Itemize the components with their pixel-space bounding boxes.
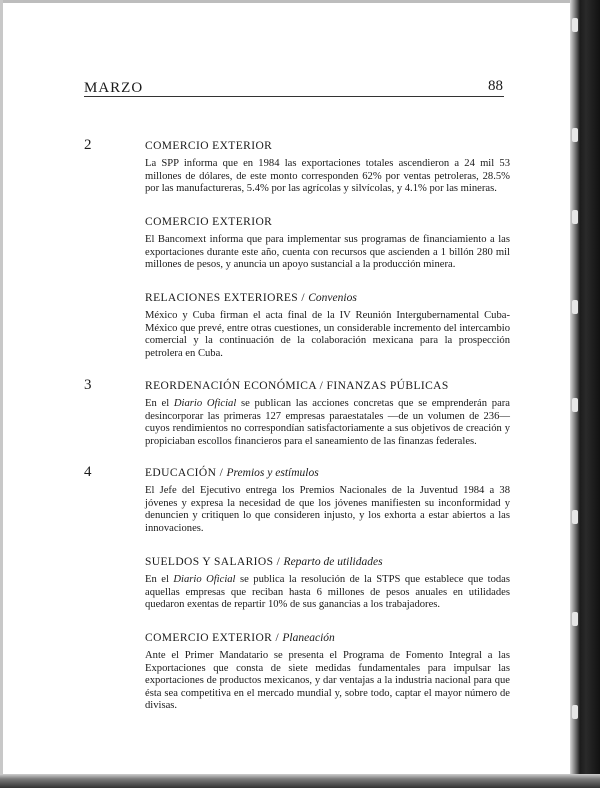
chronology-entry — [145, 216, 510, 272]
scan-edge-left — [0, 0, 3, 788]
entry-text: En el Diario Oficial se publica la resolución de la STPS que establece que todas aquellas empresas que reciban hasta 6 millones de pesos anuales en utilidades quedaron exentas de repartir 10% de sus ganancias a los trabajadores. — [145, 574, 510, 611]
entry-subtitle: Convenios — [308, 292, 357, 304]
scan-mark — [572, 510, 578, 524]
scan-mark — [572, 18, 578, 32]
entry-text: La SPP informa que en 1984 las exportaciones totales ascendieron a 24 mil 53 millones de dólares, de este monto corresponden 62% por ventas petroleras, 28.5% por las manufactureras, 5.4% por las agrícolas y silvícolas, y 4.1% por las mineras. — [145, 158, 510, 195]
entry-text: En el Diario Oficial se publican las acciones concretas que se emprenderán para desincorporar las primeras 127 empresas paraestatales —de un volumen de 236— cuyos rendimientos no correspondían satisfactoriamente a sus objetivos de creación y propiciaban escollos financieros para el saneamiento de las finanzas federales. — [145, 398, 510, 447]
entry-text: México y Cuba firman el acta final de la IV Reunión Intergubernamental Cuba-México que prevé, entre otras cuestiones, un considerable incremento del intercambio comercial y la continuación de la colaboración mexicana para la prospección petrolera en Cuba. — [145, 310, 510, 359]
entry-title: EDUCACIÓN / Premios y estímulos — [145, 467, 319, 479]
scan-edge-right — [570, 0, 600, 788]
entry-text: El Bancomext informa que para implementar sus programas de financiamiento a las exportaciones durante este año, cuenta con recursos que ascienden a 1 billón 280 mil millones de pesos, y anuncia un apoyo sustancial a la producción minera. — [145, 234, 510, 271]
scan-mark — [572, 300, 578, 314]
day-number: 4 — [84, 464, 92, 480]
scan-mark — [572, 398, 578, 412]
scan-mark — [572, 210, 578, 224]
scan-edge-top — [0, 0, 600, 3]
entry-subtitle: Planeación — [282, 632, 335, 644]
scan-mark — [572, 128, 578, 142]
chronology-entry — [145, 140, 510, 196]
header-rule — [84, 96, 504, 97]
entry-title: REORDENACIÓN ECONÓMICA / FINANZAS PÚBLICAS — [145, 380, 449, 392]
entry-text: Ante el Primer Mandatario se presenta el Programa de Fomento Integral a las Exportaciones que consta de siete medidas fundamentales para impulsar las exportaciones de productos mexicanos, y dar ventajas a la industria nacional para que ésta sea competitiva en el mercado mundial y, sobre todo, captar el mayor número de divisas. — [145, 650, 510, 712]
scan-edge-bottom — [0, 774, 600, 788]
entry-title: SUELDOS Y SALARIOS / Reparto de utilidades — [145, 556, 383, 568]
entry-title: COMERCIO EXTERIOR — [145, 216, 273, 228]
scan-mark — [572, 705, 578, 719]
scan-mark — [572, 612, 578, 626]
page-header-month: MARZO — [84, 80, 144, 96]
chronology-entry — [145, 556, 510, 612]
chronology-entry — [145, 380, 510, 448]
entry-text: El Jefe del Ejecutivo entrega los Premios Nacionales de la Juventud 1984 a 38 jóvenes y expresa la necesidad de que los jóvenes manifiesten su inconformidad y denuncien y critiquen lo que consideren injusto, y los exhorta a estar abiertos a las innovaciones. — [145, 485, 510, 534]
chronology-entry — [145, 632, 510, 713]
chronology-entry — [145, 292, 510, 360]
entry-title: RELACIONES EXTERIORES / Convenios — [145, 292, 357, 304]
entry-subtitle: Reparto de utilidades — [283, 556, 383, 568]
chronology-entry — [145, 467, 510, 535]
day-number: 3 — [84, 377, 92, 393]
entry-title: COMERCIO EXTERIOR / Planeación — [145, 632, 335, 644]
entry-title: COMERCIO EXTERIOR — [145, 140, 273, 152]
entry-subtitle: Premios y estímulos — [226, 467, 319, 479]
day-number: 2 — [84, 137, 92, 153]
page-number: 88 — [488, 78, 503, 94]
